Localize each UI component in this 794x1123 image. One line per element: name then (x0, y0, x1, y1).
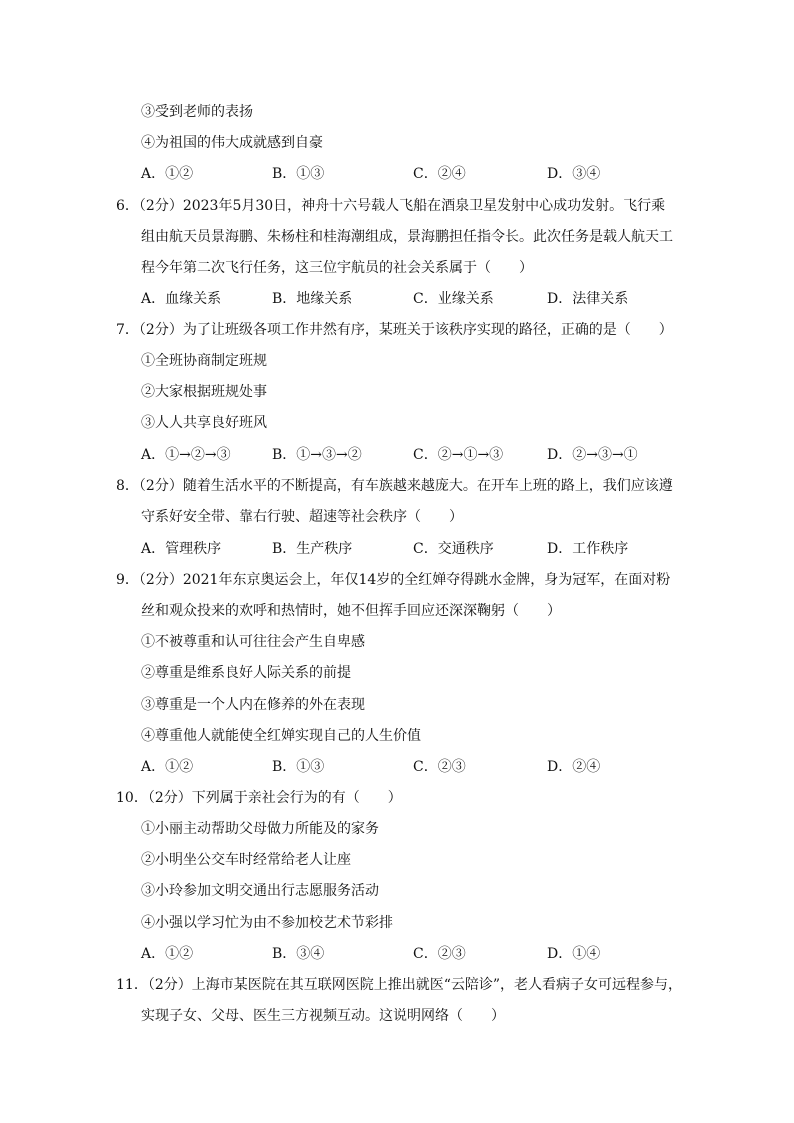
question-11-continuation: 实现子女、父母、医生三方视频互动。这说明网络（ ） (141, 1008, 505, 1024)
statement-line: ③人人共享良好班风 (141, 415, 267, 431)
statement-line: ①不被尊重和认可往往会产生自卑感 (141, 634, 365, 650)
option-c: C．业缘关系 (413, 291, 494, 307)
question-11-stem: 11．（2分）上海市某医院在其互联网医院上推出就医“云陪诊”，老人看病子女可远程参与， (116, 977, 683, 993)
question-9-continuation: 丝和观众投来的欢呼和热情时，她不但挥手回应还深深鞠躬（ ） (141, 603, 561, 619)
option-d: D．③④ (547, 166, 601, 182)
option-b: B．①③ (272, 759, 325, 775)
statement-line: ①全班协商制定班规 (141, 353, 267, 369)
statement-line: ④小强以学习忙为由不参加校艺术节彩排 (141, 915, 393, 931)
statement-line: ④为祖国的伟大成就感到自豪 (141, 135, 323, 151)
options-row (0, 164, 794, 184)
question-9-stem: 9．（2分）2021年东京奥运会上，年仅14岁的全红婵夺得跳水金牌，身为冠军，在面对粉 (116, 572, 671, 588)
option-d: D．法律关系 (547, 291, 629, 307)
statement-line: ②大家根据班规处事 (141, 384, 267, 400)
option-d: D．工作秩序 (547, 541, 629, 557)
options-row (0, 757, 794, 777)
options-row (0, 445, 794, 465)
option-a: A．①② (141, 946, 194, 962)
option-c: C．②④ (413, 166, 466, 182)
option-b: B．③④ (272, 946, 325, 962)
option-b: B．生产秩序 (272, 541, 353, 557)
question-6-stem: 6．（2分）2023年5月30日，神舟十六号载人飞船在酒泉卫星发射中心成功发射。飞行乘 (116, 198, 666, 214)
question-6-continuation: 组由航天员景海鹏、朱杨柱和桂海潮组成，景海鹏担任指令长。此次任务是载人航天工 (141, 229, 673, 245)
question-8-continuation: 守系好安全带、靠右行驶、超速等社会秩序（ ） (141, 509, 463, 525)
question-7-stem: 7．（2分）为了让班级各项工作井然有序，某班关于该秩序实现的路径，正确的是（ ） (116, 322, 673, 338)
options-row (0, 289, 794, 309)
statement-line: ②小明坐公交车时经常给老人让座 (141, 852, 351, 868)
statement-line: ③尊重是一个人内在修养的外在表现 (141, 697, 365, 713)
option-c: C．②③ (413, 946, 466, 962)
option-c: C．②③ (413, 759, 466, 775)
option-a: A．血缘关系 (141, 291, 222, 307)
statement-line: ③小玲参加文明交通出行志愿服务活动 (141, 883, 379, 899)
option-c: C．交通秩序 (413, 541, 494, 557)
option-b: B．地缘关系 (272, 291, 353, 307)
option-b: B．①→③→② (272, 447, 362, 463)
option-b: B．①③ (272, 166, 325, 182)
option-d: D．②④ (547, 759, 601, 775)
option-a: A．①→②→③ (141, 447, 231, 463)
statement-line: ④尊重他人就能使全红婵实现自己的人生价值 (141, 728, 421, 744)
statement-line: ②尊重是维系良好人际关系的前提 (141, 665, 351, 681)
option-c: C．②→①→③ (413, 447, 504, 463)
options-row (0, 539, 794, 559)
option-a: A．①② (141, 166, 194, 182)
options-row (0, 944, 794, 964)
option-a: A．①② (141, 759, 194, 775)
statement-line: ①小丽主动帮助父母做力所能及的家务 (141, 821, 379, 837)
question-8-stem: 8．（2分）随着生活水平的不断提高，有车族越来越庞大。在开车上班的路上，我们应该遵 (116, 478, 673, 494)
question-6-continuation: 程今年第二次飞行任务，这三位宇航员的社会关系属于（ ） (141, 260, 533, 276)
option-d: D．①④ (547, 946, 601, 962)
option-a: A．管理秩序 (141, 541, 222, 557)
statement-line: ③受到老师的表扬 (141, 104, 253, 120)
option-d: D．②→③→① (547, 447, 638, 463)
question-10-stem: 10．（2分）下列属于亲社会行为的有（ ） (116, 790, 402, 806)
